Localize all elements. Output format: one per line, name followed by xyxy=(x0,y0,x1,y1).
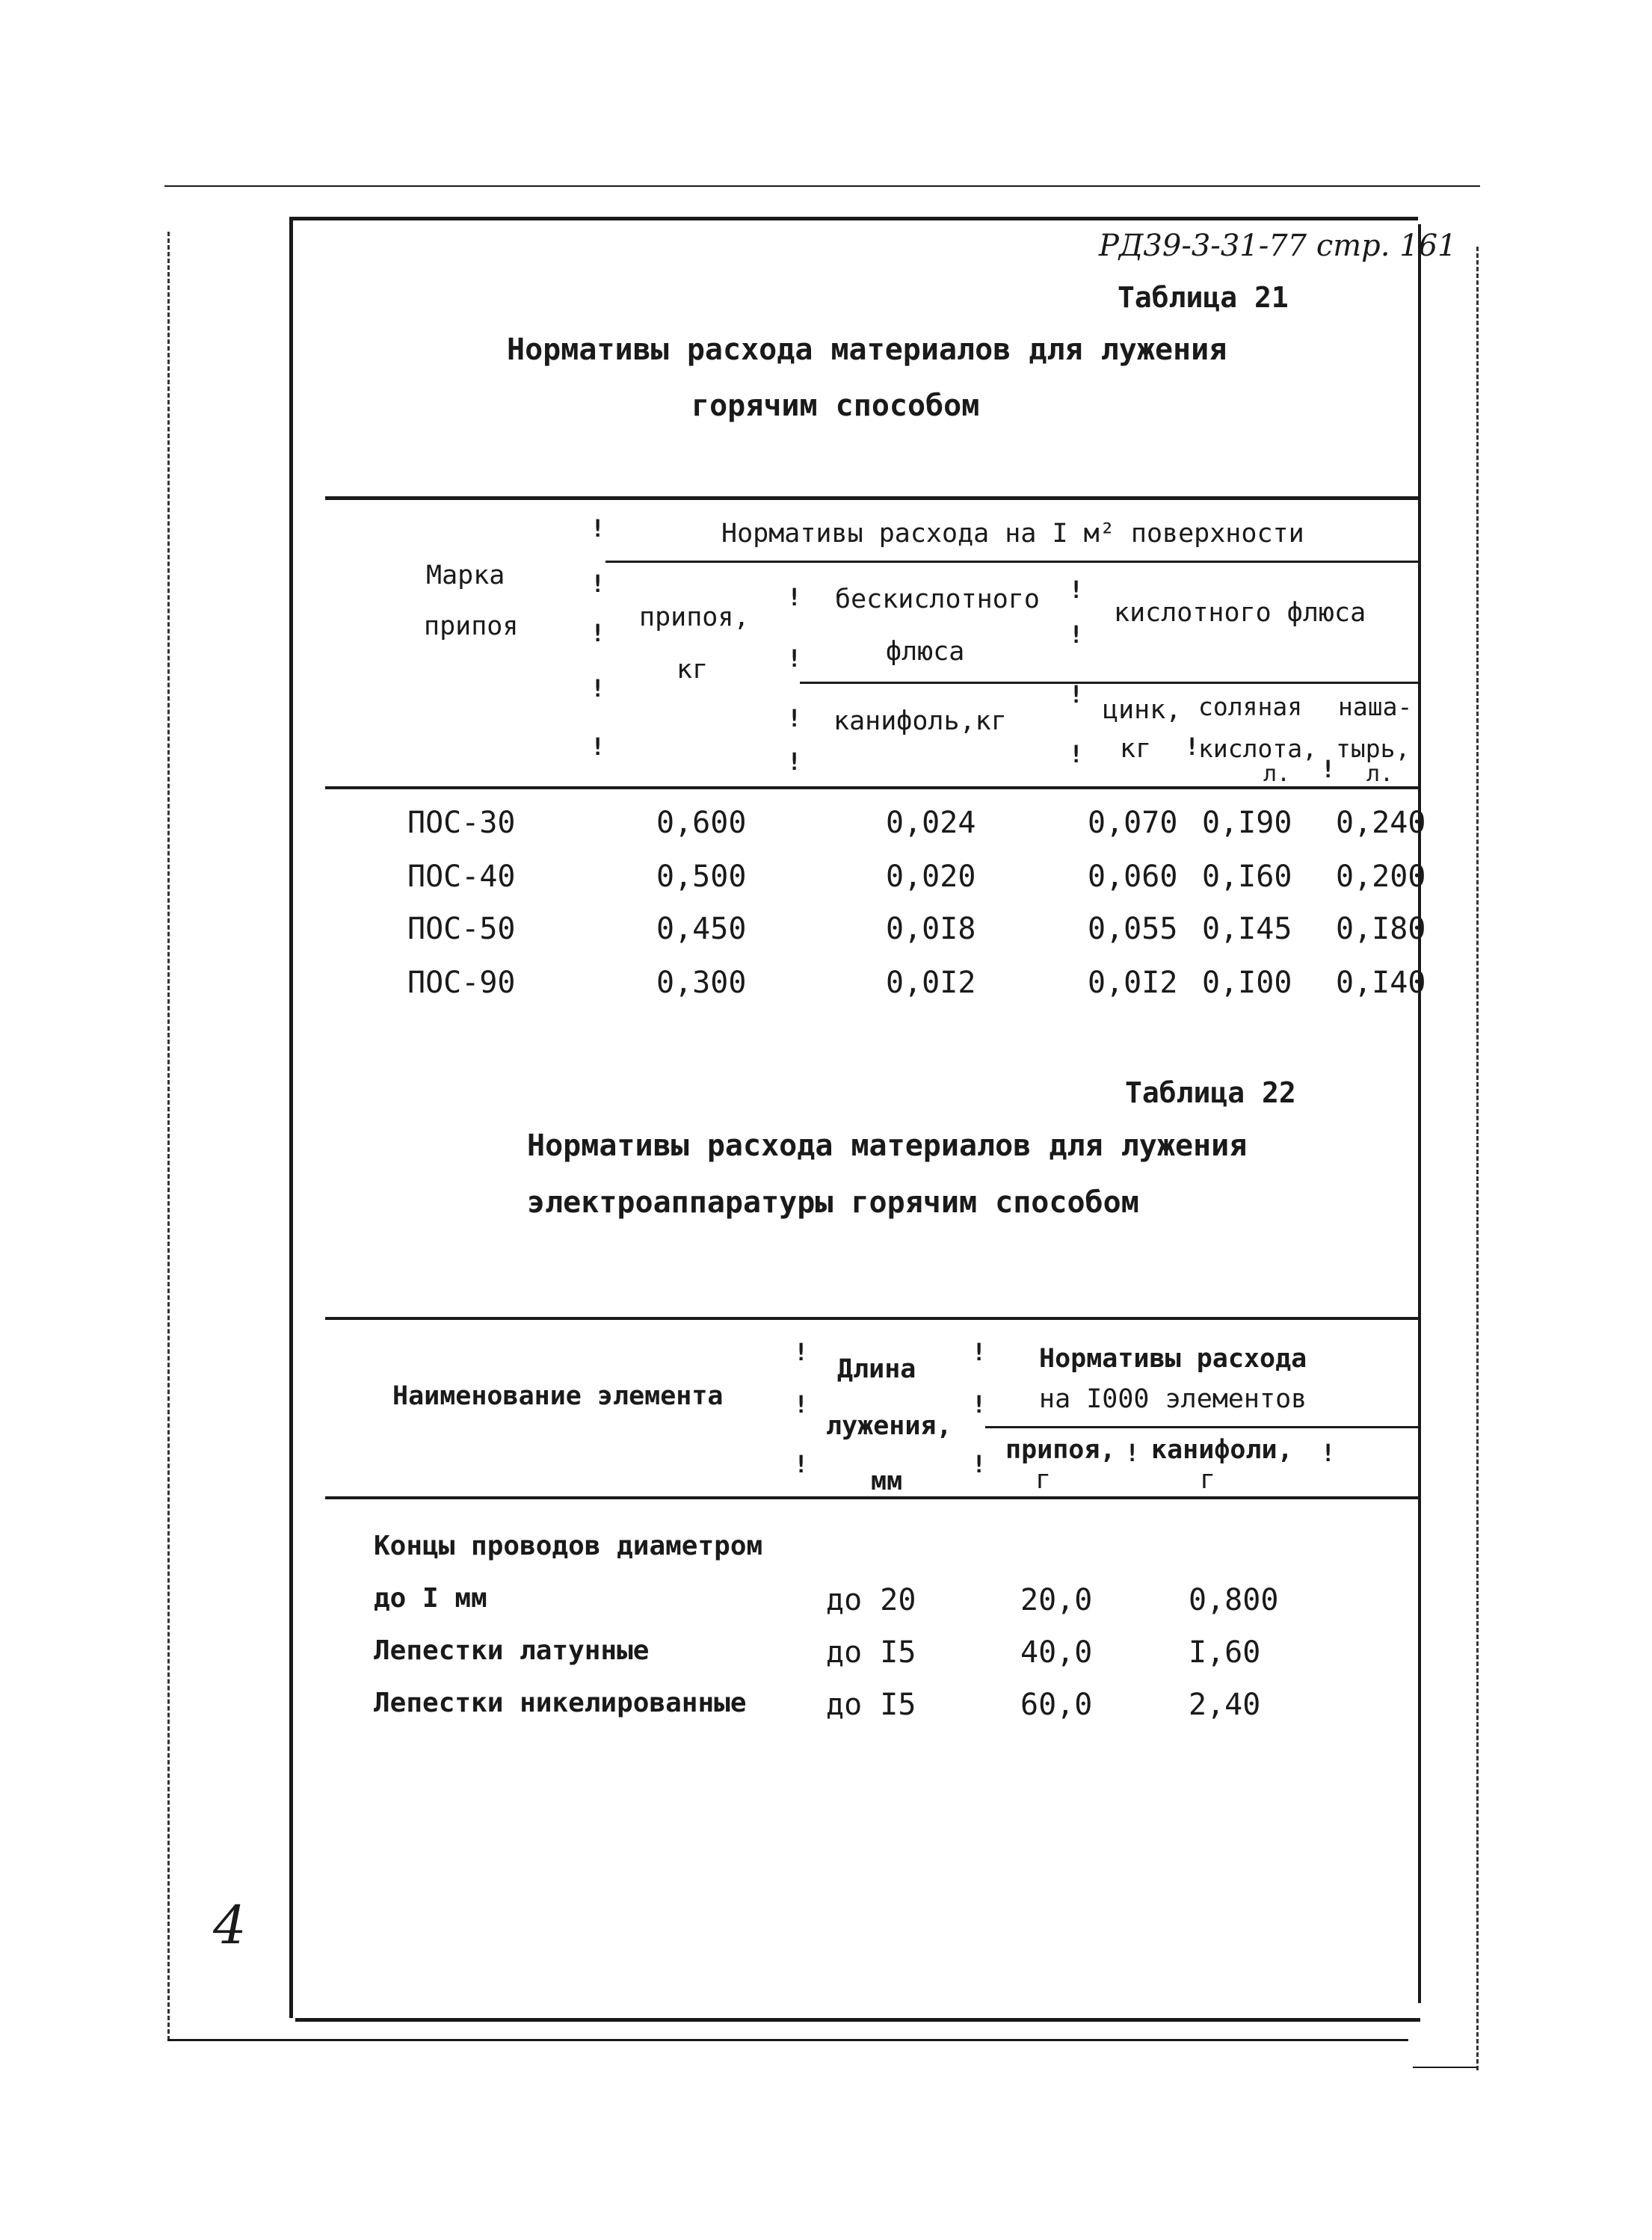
outer-right-rule xyxy=(1476,247,1479,2070)
outer-bottom-rule xyxy=(167,2039,1408,2041)
t21-row-zinc: 0,060 xyxy=(1088,860,1178,894)
t21-sep: ! xyxy=(787,747,802,776)
t22-col-length: лужения, xyxy=(826,1411,952,1441)
t21-sep: ! xyxy=(1321,755,1336,783)
t21-sep: ! xyxy=(1069,740,1084,768)
t21-header-bottom-rule xyxy=(325,786,1419,789)
t21-row-mark: ПОС-90 xyxy=(407,966,516,1000)
t22-sep: ! xyxy=(972,1390,987,1419)
t21-row-ammon: 0,I80 xyxy=(1336,912,1426,946)
t21-col-acidfree: флюса xyxy=(886,637,965,667)
t21-row-ammon: 0,200 xyxy=(1336,860,1426,894)
t22-top-rule xyxy=(325,1317,1419,1320)
t21-row-rosin: 0,020 xyxy=(886,860,976,894)
t21-sep: ! xyxy=(787,583,802,611)
t22-sep: ! xyxy=(972,1450,987,1478)
t21-sep: ! xyxy=(787,704,802,732)
t21-sep: ! xyxy=(591,674,605,703)
t22-row-solder: 60,0 xyxy=(1020,1688,1093,1722)
t22-col-solder: г xyxy=(1035,1465,1052,1495)
t22-sep: ! xyxy=(1321,1439,1336,1467)
t22-col-length: мм xyxy=(871,1466,903,1496)
doc-code: РД39-3-31-77 стр. 161 xyxy=(1099,229,1457,263)
t21-sep: ! xyxy=(1069,680,1084,709)
t21-col-solder: припоя, xyxy=(639,602,750,632)
t21-row-mark: ПОС-30 xyxy=(407,806,516,840)
t21-acid-rule xyxy=(1078,682,1419,684)
t21-row-ammon: 0,240 xyxy=(1336,806,1426,840)
t21-row-mark: ПОС-40 xyxy=(407,860,516,894)
t21-col-ammon: л. xyxy=(1366,761,1394,787)
t21-row-zinc: 0,0I2 xyxy=(1088,966,1178,1000)
t22-row-rosin: 0,800 xyxy=(1189,1583,1279,1617)
t21-sep: ! xyxy=(591,570,605,598)
t21-top-rule xyxy=(325,496,1419,500)
outer-left-rule xyxy=(167,232,170,2040)
t21-row-solder: 0,500 xyxy=(656,860,747,894)
t21-sep: ! xyxy=(787,644,802,673)
t22-row-rosin: 2,40 xyxy=(1189,1688,1261,1722)
t21-group-rule xyxy=(605,561,1419,563)
t21-row-ammon: 0,I40 xyxy=(1336,966,1426,1000)
t22-row-length: до I5 xyxy=(826,1688,916,1722)
t21-sep: ! xyxy=(591,619,605,647)
t21-col-zinc: кг xyxy=(1120,734,1152,764)
t21-row-mark: ПОС-50 xyxy=(407,912,516,946)
t21-col-hcl: л. xyxy=(1263,761,1291,787)
t22-header-bottom-rule xyxy=(325,1496,1419,1499)
t21-col-mark: Марка xyxy=(426,561,505,590)
t21-col-hcl: соляная xyxy=(1198,692,1303,721)
t21-group-header: Нормативы расхода на I м² поверхности xyxy=(721,519,1304,549)
t22-sep: ! xyxy=(972,1338,987,1366)
t21-sep: ! xyxy=(1069,620,1084,649)
inner-frame-left xyxy=(289,217,293,2018)
t21-row-solder: 0,600 xyxy=(656,806,747,840)
t22-row-rosin: I,60 xyxy=(1189,1635,1261,1670)
t21-row-hcl: 0,I45 xyxy=(1202,912,1292,946)
t22-row-name: до I мм xyxy=(374,1583,487,1614)
t22-sep: ! xyxy=(794,1338,809,1366)
t22-sep: ! xyxy=(794,1390,809,1419)
page-mark: 4 xyxy=(213,1895,247,1956)
table21-label: Таблица 21 xyxy=(1118,281,1289,314)
t22-row-length: до 20 xyxy=(826,1583,916,1617)
t21-sep: ! xyxy=(1185,732,1200,761)
t21-col-zinc: цинк, xyxy=(1103,695,1182,725)
t22-sep: ! xyxy=(794,1450,809,1478)
t21-row-solder: 0,300 xyxy=(656,966,747,1000)
t21-col-acid: кислотного флюса xyxy=(1114,598,1366,628)
table21-title-line2: горячим способом xyxy=(691,389,980,423)
outer-bottom-rule-right xyxy=(1413,2067,1476,2068)
t21-row-zinc: 0,070 xyxy=(1088,806,1178,840)
t21-acidfree-rule xyxy=(800,682,1078,684)
t22-row-name: Лепестки никелированные xyxy=(374,1688,747,1718)
t22-group-header: на I000 элементов xyxy=(1039,1384,1307,1414)
t22-col-rosin: г xyxy=(1200,1465,1216,1495)
t21-row-hcl: 0,I90 xyxy=(1202,806,1292,840)
table22-title-line1: Нормативы расхода материалов для лужения xyxy=(527,1129,1248,1163)
t22-row-solder: 20,0 xyxy=(1020,1583,1093,1617)
t21-sep: ! xyxy=(591,732,605,761)
t22-col-solder: припоя, xyxy=(1005,1435,1116,1465)
t21-sep: ! xyxy=(1069,576,1084,604)
t22-row-name: Концы проводов диаметром xyxy=(374,1531,763,1561)
t21-sep: ! xyxy=(591,514,605,543)
table22-title-line2: электроаппаратуры горячим способом xyxy=(527,1185,1139,1220)
inner-frame-right xyxy=(1418,224,1421,2003)
t22-col-length: Длина xyxy=(837,1354,916,1384)
t21-row-solder: 0,450 xyxy=(656,912,747,946)
inner-frame-bottom xyxy=(295,2018,1420,2022)
t22-col-rosin: канифоли, xyxy=(1151,1435,1293,1465)
t22-col-name: Наименование элемента xyxy=(392,1381,724,1411)
t22-sep: ! xyxy=(1125,1439,1140,1467)
t22-group-rule xyxy=(985,1426,1419,1428)
t21-col-hcl: кислота, xyxy=(1198,734,1317,763)
t21-row-rosin: 0,024 xyxy=(886,806,976,840)
t21-col-acidfree: бескислотного xyxy=(835,584,1040,614)
t21-row-rosin: 0,0I2 xyxy=(886,966,976,1000)
table21-title-line1: Нормативы расхода материалов для лужения xyxy=(507,333,1227,367)
t21-row-rosin: 0,0I8 xyxy=(886,912,976,946)
t22-row-name: Лепестки латунные xyxy=(374,1635,650,1666)
t22-group-header: Нормативы расхода xyxy=(1039,1344,1307,1374)
t22-row-length: до I5 xyxy=(826,1635,916,1670)
t21-col-mark: припоя xyxy=(424,611,519,641)
t21-row-hcl: 0,I00 xyxy=(1202,966,1292,1000)
t21-col-ammon: тырь, xyxy=(1336,734,1411,763)
outer-top-rule xyxy=(164,185,1480,187)
inner-frame-top xyxy=(289,217,1418,220)
table22-label: Таблица 22 xyxy=(1125,1076,1296,1109)
t21-col-ammon: наша- xyxy=(1338,692,1413,721)
t21-row-hcl: 0,I60 xyxy=(1202,860,1292,894)
t21-row-zinc: 0,055 xyxy=(1088,912,1178,946)
t21-col-solder: кг xyxy=(676,655,709,685)
t22-row-solder: 40,0 xyxy=(1020,1635,1093,1670)
t21-col-rosin: канифоль,кг xyxy=(833,706,1007,736)
